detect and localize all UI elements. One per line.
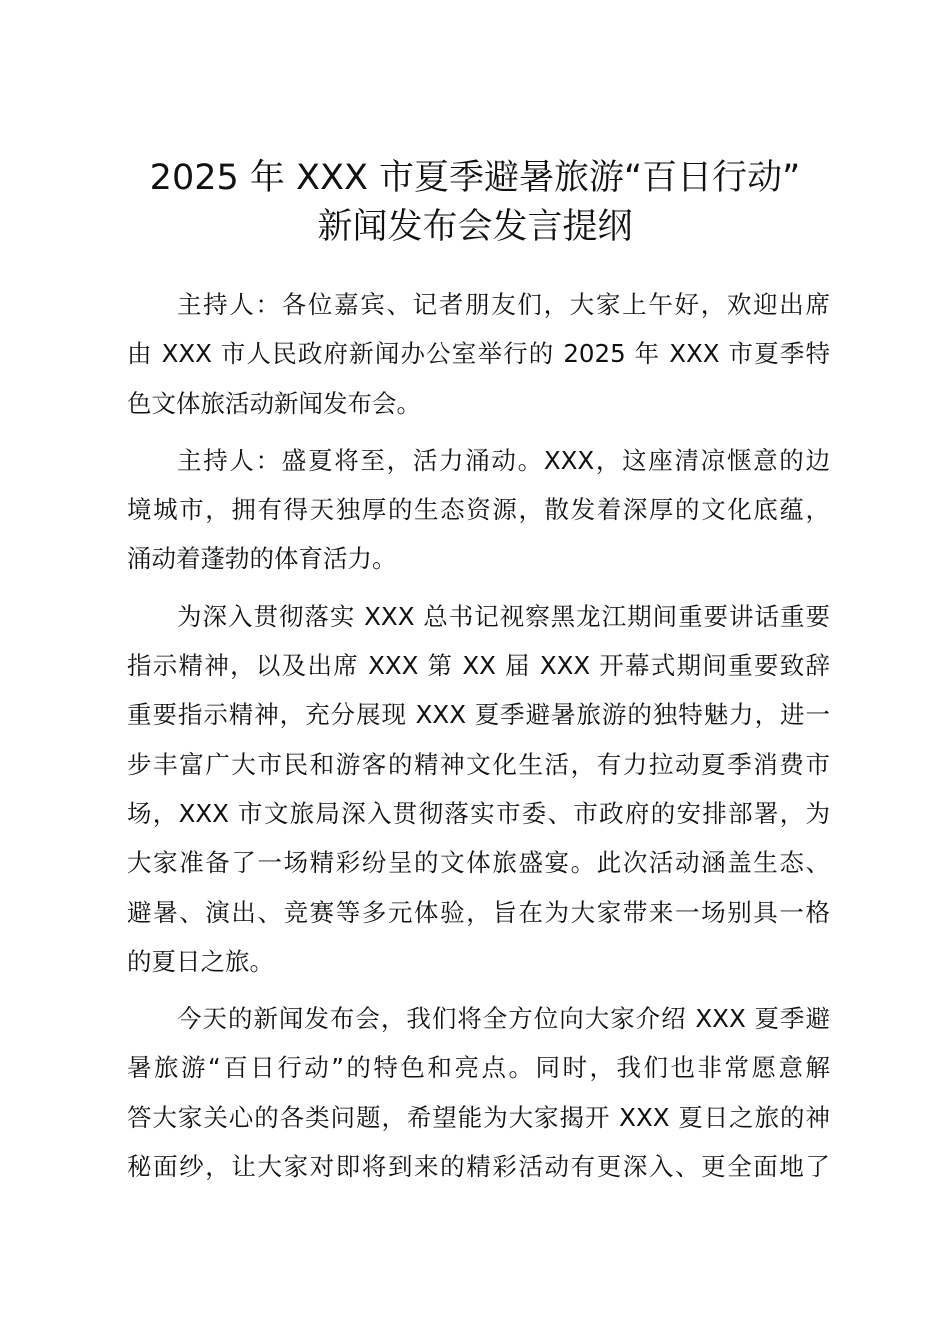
text-line: 答大家关心的各类问题，希望能为大家揭开 XXX 夏日之旅的神 — [127, 1102, 830, 1132]
text-line: 暑旅游“百日行动”的特色和亮点。同时，我们也非常愿意解 — [127, 1053, 830, 1083]
text-line: 今天的新闻发布会，我们将全方位向大家介绍 XXX 夏季避 — [177, 1004, 830, 1034]
text-line: 大家准备了一场精彩纷呈的文体旅盛宴。此次活动涵盖生态、 — [127, 848, 830, 878]
text-line: 主持人：各位嘉宾、记者朋友们，大家上午好，欢迎出席 — [177, 290, 830, 319]
document-title — [100, 154, 850, 252]
text-line: 重要指示精神，充分展现 XXX 夏季避暑旅游的独特魅力，进一 — [127, 700, 830, 730]
paragraph-host-greeting — [127, 280, 830, 428]
text-line: 场，XXX 市文旅局深入贯彻落实市委、市政府的安排部署，为 — [127, 798, 830, 828]
text-line: 境城市，拥有得天独厚的生态资源，散发着深厚的文化底蕴， — [127, 495, 830, 525]
text-line: 秘面纱，让大家对即将到来的精彩活动有更深入、更全面地了 — [127, 1152, 830, 1182]
text-line: 为深入贯彻落实 XXX 总书记视察黑龙江期间重要讲话重要 — [177, 601, 830, 631]
text-line: 避暑、演出、竞赛等多元体验，旨在为大家带来一场别具一格 — [127, 897, 830, 927]
text-line: 的夏日之旅。 — [127, 946, 274, 976]
text-line: 主持人：盛夏将至，活力涌动。XXX，这座清凉惬意的边 — [177, 445, 830, 475]
paragraph-host-intro — [127, 436, 830, 584]
document-body — [127, 280, 830, 1199]
paragraph-background — [127, 592, 830, 986]
text-line: 色文体旅活动新闻发布会。 — [127, 388, 421, 418]
paragraph-conference-purpose — [127, 994, 830, 1191]
text-line: 指示精神，以及出席 XXX 第 XX 届 XXX 开幕式期间重要致辞 — [127, 651, 830, 681]
text-line: 涌动着蓬勃的体育活力。 — [127, 544, 397, 574]
title-line-2: 新闻发布会发言提纲 — [317, 207, 633, 247]
title-line-1: 2025 年 XXX 市夏季避暑旅游“百日行动” — [149, 158, 801, 198]
text-line: 由 XXX 市人民政府新闻办公室举行的 2025 年 XXX 市夏季特 — [127, 339, 830, 369]
text-line: 步丰富广大市民和游客的精神文化生活，有力拉动夏季消费市 — [127, 749, 830, 779]
